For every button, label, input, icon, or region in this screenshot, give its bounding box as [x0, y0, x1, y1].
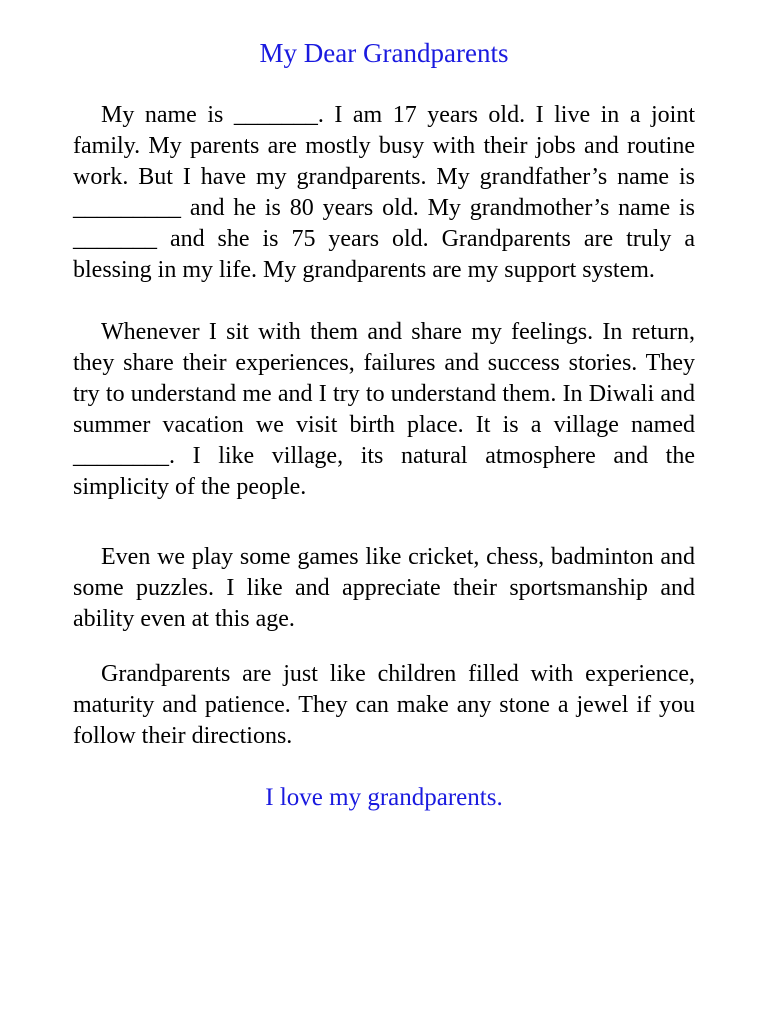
paragraph-introduction: My name is _______. I am 17 years old. I live in a joint family. My parents are mostly busy with their jobs and routine work. But I have my grandparents. My grandfather’s name is _________ and he is 80 years old. My grandmother’s name is _______ and she is 75 years old. Grandparents are truly a blessing in my life. My grandparents are my support system.: [73, 102, 695, 283]
closing-line: I love my grandparents.: [265, 784, 503, 811]
paragraph-sharing: Whenever I sit with them and share my feelings. In return, they share their experiences, failures and success stories. They try to understand me and I try to understand them. In Diwali and summer vacation we visit birth place. It is a village named ________. I like village, its natural atmosphere and the simplicity of the people.: [73, 319, 695, 500]
paragraph-games: Even we play some games like cricket, chess, badminton and some puzzles. I like and appreciate their sportsmanship and ability even at this age.: [73, 544, 695, 632]
paragraph-conclusion: Grandparents are just like children filled with experience, maturity and patience. They can make any stone a jewel if you follow their directions.: [73, 661, 695, 749]
document-page: [73, 36, 695, 814]
page-title: My Dear Grandparents: [259, 38, 509, 68]
